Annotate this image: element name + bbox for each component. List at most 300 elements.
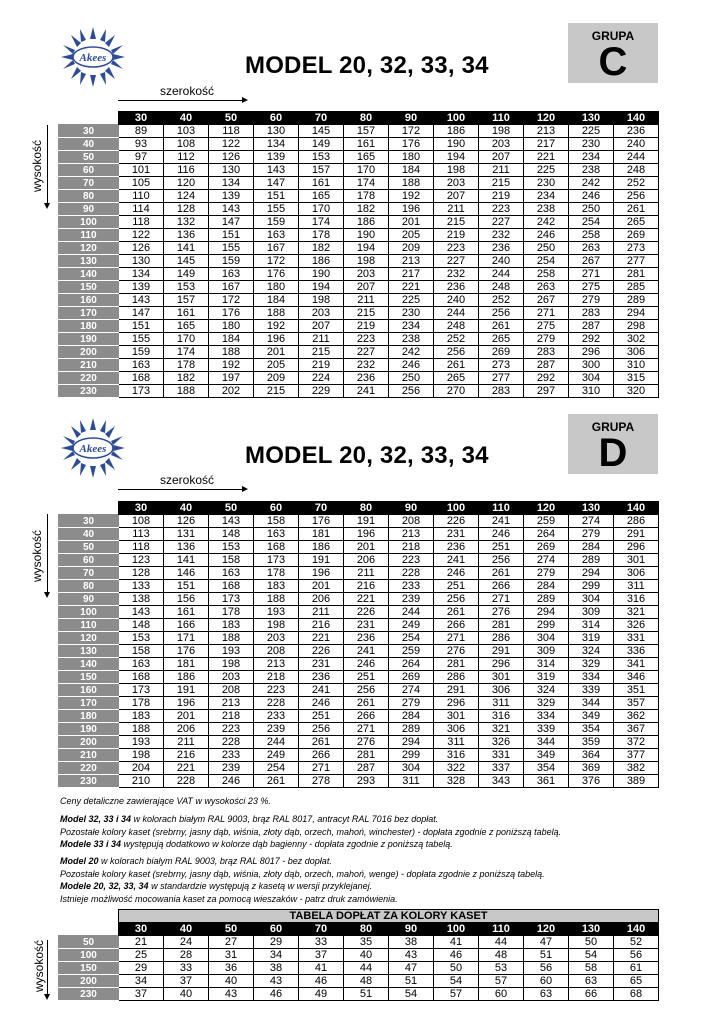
price-cell: 359 <box>569 736 614 749</box>
table-row <box>59 294 659 307</box>
price-cell: 194 <box>434 151 479 164</box>
table-row <box>59 151 659 164</box>
price-cell: 343 <box>479 775 524 788</box>
price-cell: 25 <box>119 949 164 962</box>
price-cell: 241 <box>299 684 344 697</box>
price-cell: 29 <box>119 962 164 975</box>
price-cell: 218 <box>389 541 434 554</box>
note-text: w kolorach białym RAL 9003, brąz RAL 8017, antracyt RAL 7016 bez dopłat. <box>131 814 439 824</box>
price-cell: 57 <box>479 975 524 988</box>
table-row <box>59 307 659 320</box>
price-cell: 54 <box>434 975 479 988</box>
price-cell: 250 <box>569 203 614 216</box>
price-cell: 261 <box>479 567 524 580</box>
price-cell: 266 <box>434 619 479 632</box>
price-cell: 122 <box>209 138 254 151</box>
price-cell: 231 <box>344 619 389 632</box>
price-table-c <box>58 111 659 398</box>
price-cell: 176 <box>299 515 344 528</box>
height-header: 60 <box>59 554 119 567</box>
height-header: 140 <box>59 658 119 671</box>
price-cell: 271 <box>344 723 389 736</box>
price-cell: 211 <box>299 333 344 346</box>
price-cell: 236 <box>344 372 389 385</box>
price-cell: 161 <box>344 138 389 151</box>
width-header: 100 <box>434 923 479 936</box>
price-cell: 291 <box>434 684 479 697</box>
price-cell: 141 <box>164 242 209 255</box>
price-cell: 283 <box>479 385 524 398</box>
price-cell: 324 <box>524 684 569 697</box>
table-row <box>59 385 659 398</box>
height-header: 230 <box>59 988 119 1001</box>
price-cell: 122 <box>119 229 164 242</box>
price-cell: 63 <box>569 975 614 988</box>
height-header: 200 <box>59 736 119 749</box>
price-cell: 326 <box>614 619 659 632</box>
height-header: 70 <box>59 567 119 580</box>
price-cell: 145 <box>299 125 344 138</box>
price-cell: 269 <box>524 541 569 554</box>
price-cell: 196 <box>389 203 434 216</box>
price-cell: 276 <box>344 736 389 749</box>
price-cell: 176 <box>389 138 434 151</box>
width-header: 130 <box>569 923 614 936</box>
height-label: wysokość <box>30 529 44 582</box>
price-cell: 223 <box>434 242 479 255</box>
price-cell: 178 <box>164 359 209 372</box>
price-cell: 44 <box>344 962 389 975</box>
price-cell: 139 <box>209 190 254 203</box>
price-cell: 287 <box>524 359 569 372</box>
price-cell: 218 <box>254 671 299 684</box>
price-cell: 196 <box>344 528 389 541</box>
price-cell: 261 <box>434 359 479 372</box>
price-cell: 264 <box>389 658 434 671</box>
price-cell: 50 <box>434 962 479 975</box>
height-header: 200 <box>59 975 119 988</box>
price-cell: 236 <box>299 671 344 684</box>
price-cell: 165 <box>164 320 209 333</box>
height-header: 100 <box>59 216 119 229</box>
height-header: 230 <box>59 775 119 788</box>
price-cell: 283 <box>524 346 569 359</box>
notes-vat <box>60 795 271 808</box>
height-header: 150 <box>59 671 119 684</box>
price-cell: 364 <box>569 749 614 762</box>
table-row <box>59 567 659 580</box>
width-header: 80 <box>344 923 389 936</box>
price-cell: 281 <box>434 658 479 671</box>
price-cell: 148 <box>209 528 254 541</box>
price-cell: 246 <box>344 658 389 671</box>
price-cell: 54 <box>569 949 614 962</box>
table-row <box>59 164 659 177</box>
price-cell: 43 <box>254 975 299 988</box>
price-cell: 362 <box>614 710 659 723</box>
price-cell: 120 <box>164 177 209 190</box>
price-cell: 174 <box>344 177 389 190</box>
price-cell: 206 <box>164 723 209 736</box>
table-corner <box>59 112 119 125</box>
price-cell: 306 <box>479 684 524 697</box>
price-cell: 170 <box>299 203 344 216</box>
price-cell: 159 <box>119 346 164 359</box>
price-cell: 320 <box>614 385 659 398</box>
price-cell: 299 <box>569 580 614 593</box>
price-cell: 159 <box>209 255 254 268</box>
price-cell: 168 <box>119 372 164 385</box>
price-cell: 186 <box>299 255 344 268</box>
price-cell: 116 <box>164 164 209 177</box>
price-cell: 224 <box>299 372 344 385</box>
price-cell: 188 <box>209 632 254 645</box>
price-cell: 261 <box>614 203 659 216</box>
price-cell: 238 <box>524 203 569 216</box>
price-cell: 198 <box>209 658 254 671</box>
price-cell: 205 <box>389 229 434 242</box>
price-cell: 188 <box>209 346 254 359</box>
price-cell: 228 <box>209 736 254 749</box>
price-cell: 165 <box>344 151 389 164</box>
price-cell: 58 <box>569 962 614 975</box>
price-cell: 153 <box>164 281 209 294</box>
price-cell: 286 <box>434 671 479 684</box>
price-cell: 178 <box>119 697 164 710</box>
height-header: 30 <box>59 125 119 138</box>
table-row <box>59 697 659 710</box>
height-header: 50 <box>59 541 119 554</box>
price-cell: 219 <box>434 229 479 242</box>
width-header: 40 <box>164 923 209 936</box>
width-header: 80 <box>344 502 389 515</box>
price-cell: 225 <box>524 164 569 177</box>
table-row <box>59 359 659 372</box>
table-row <box>59 528 659 541</box>
note-text: występują dodatkowo w kolorze dąb bagienny - dopłata zgodnie z poniższą tabelą. <box>121 839 453 849</box>
table-row <box>59 190 659 203</box>
price-cell: 46 <box>299 975 344 988</box>
price-cell: 118 <box>209 125 254 138</box>
price-cell: 296 <box>614 541 659 554</box>
model-title-c: MODEL 20, 32, 33, 34 <box>245 52 489 79</box>
grupa-label: GRUPA <box>591 420 635 434</box>
price-cell: 174 <box>299 216 344 229</box>
price-cell: 163 <box>119 658 164 671</box>
price-cell: 207 <box>299 320 344 333</box>
price-cell: 227 <box>344 346 389 359</box>
table-row <box>59 333 659 346</box>
price-cell: 128 <box>119 567 164 580</box>
price-cell: 298 <box>614 320 659 333</box>
price-cell: 251 <box>299 710 344 723</box>
price-cell: 40 <box>164 988 209 1001</box>
price-cell: 292 <box>524 372 569 385</box>
height-arrow-icon <box>47 125 48 207</box>
height-header: 90 <box>59 593 119 606</box>
price-cell: 241 <box>434 554 479 567</box>
price-cell: 311 <box>479 697 524 710</box>
price-cell: 389 <box>614 775 659 788</box>
price-cell: 236 <box>479 242 524 255</box>
height-header: 160 <box>59 684 119 697</box>
price-cell: 178 <box>299 229 344 242</box>
price-cell: 256 <box>434 593 479 606</box>
price-cell: 265 <box>434 372 479 385</box>
table-row <box>59 988 659 1001</box>
price-cell: 321 <box>479 723 524 736</box>
height-header: 80 <box>59 580 119 593</box>
price-cell: 153 <box>119 632 164 645</box>
price-cell: 239 <box>209 762 254 775</box>
price-cell: 60 <box>524 975 569 988</box>
height-header: 200 <box>59 346 119 359</box>
price-cell: 157 <box>164 294 209 307</box>
price-cell: 254 <box>389 632 434 645</box>
price-cell: 186 <box>299 541 344 554</box>
price-cell: 105 <box>119 177 164 190</box>
price-cell: 163 <box>209 567 254 580</box>
width-header: 90 <box>389 502 434 515</box>
price-cell: 248 <box>614 164 659 177</box>
height-header: 80 <box>59 190 119 203</box>
price-cell: 289 <box>524 593 569 606</box>
price-cell: 180 <box>254 281 299 294</box>
price-cell: 163 <box>209 268 254 281</box>
price-cell: 52 <box>614 936 659 949</box>
table-row <box>59 216 659 229</box>
price-cell: 256 <box>389 385 434 398</box>
price-cell: 331 <box>479 749 524 762</box>
price-cell: 337 <box>479 762 524 775</box>
price-cell: 242 <box>569 177 614 190</box>
price-cell: 43 <box>209 988 254 1001</box>
price-cell: 234 <box>524 190 569 203</box>
price-cell: 50 <box>569 936 614 949</box>
price-cell: 207 <box>434 190 479 203</box>
price-cell: 329 <box>569 658 614 671</box>
price-cell: 172 <box>389 125 434 138</box>
price-cell: 203 <box>344 268 389 281</box>
price-cell: 151 <box>254 190 299 203</box>
price-cell: 198 <box>479 125 524 138</box>
price-cell: 310 <box>569 385 614 398</box>
table-row <box>59 515 659 528</box>
table-row <box>59 268 659 281</box>
price-cell: 244 <box>614 151 659 164</box>
table-row <box>59 632 659 645</box>
price-cell: 251 <box>479 541 524 554</box>
price-cell: 261 <box>479 320 524 333</box>
table-corner <box>59 910 119 923</box>
table-row <box>59 619 659 632</box>
price-cell: 108 <box>164 138 209 151</box>
width-header: 80 <box>344 112 389 125</box>
price-cell: 134 <box>254 138 299 151</box>
price-cell: 294 <box>614 307 659 320</box>
price-cell: 186 <box>164 671 209 684</box>
price-cell: 279 <box>569 294 614 307</box>
height-header: 220 <box>59 372 119 385</box>
price-cell: 244 <box>479 268 524 281</box>
price-cell: 148 <box>119 619 164 632</box>
price-cell: 232 <box>434 268 479 281</box>
price-cell: 171 <box>164 632 209 645</box>
svg-text:Akees: Akees <box>79 443 107 455</box>
price-cell: 215 <box>344 307 389 320</box>
price-cell: 242 <box>389 346 434 359</box>
height-arrow-icon <box>47 514 48 596</box>
price-cell: 361 <box>524 775 569 788</box>
price-cell: 178 <box>344 190 389 203</box>
width-header: 120 <box>524 923 569 936</box>
price-cell: 299 <box>524 619 569 632</box>
price-cell: 296 <box>569 346 614 359</box>
price-cell: 188 <box>119 723 164 736</box>
price-cell: 46 <box>434 949 479 962</box>
price-cell: 93 <box>119 138 164 151</box>
price-cell: 149 <box>164 268 209 281</box>
price-cell: 349 <box>569 710 614 723</box>
price-cell: 216 <box>164 749 209 762</box>
price-cell: 304 <box>569 372 614 385</box>
price-cell: 256 <box>299 723 344 736</box>
price-cell: 304 <box>569 593 614 606</box>
price-cell: 228 <box>389 567 434 580</box>
price-cell: 314 <box>524 658 569 671</box>
price-cell: 211 <box>434 203 479 216</box>
price-cell: 281 <box>614 268 659 281</box>
price-cell: 163 <box>254 229 299 242</box>
price-cell: 250 <box>524 242 569 255</box>
grupa-badge-c <box>568 23 658 83</box>
price-cell: 33 <box>299 936 344 949</box>
price-cell: 232 <box>344 359 389 372</box>
price-cell: 296 <box>434 697 479 710</box>
table-row <box>59 658 659 671</box>
price-cell: 201 <box>344 541 389 554</box>
price-cell: 221 <box>299 632 344 645</box>
price-cell: 346 <box>614 671 659 684</box>
height-label: wysokość <box>32 939 46 992</box>
price-cell: 311 <box>434 736 479 749</box>
price-cell: 284 <box>524 580 569 593</box>
price-cell: 63 <box>524 988 569 1001</box>
width-header: 30 <box>119 502 164 515</box>
price-cell: 21 <box>119 936 164 949</box>
price-cell: 293 <box>344 775 389 788</box>
notes-block-2 <box>60 855 545 905</box>
price-cell: 301 <box>434 710 479 723</box>
price-cell: 259 <box>524 515 569 528</box>
price-cell: 134 <box>209 177 254 190</box>
price-cell: 48 <box>344 975 389 988</box>
width-header: 140 <box>614 502 659 515</box>
price-cell: 201 <box>389 216 434 229</box>
akees-logo <box>58 416 128 480</box>
price-cell: 279 <box>569 528 614 541</box>
price-cell: 203 <box>254 632 299 645</box>
width-header: 40 <box>164 112 209 125</box>
price-cell: 372 <box>614 736 659 749</box>
price-cell: 316 <box>479 710 524 723</box>
width-header: 110 <box>479 112 524 125</box>
table-row <box>59 723 659 736</box>
price-cell: 246 <box>524 229 569 242</box>
height-header: 50 <box>59 936 119 949</box>
price-cell: 240 <box>479 255 524 268</box>
price-cell: 258 <box>569 229 614 242</box>
price-cell: 269 <box>614 229 659 242</box>
price-cell: 40 <box>209 975 254 988</box>
price-cell: 215 <box>479 177 524 190</box>
price-cell: 233 <box>209 749 254 762</box>
price-cell: 190 <box>434 138 479 151</box>
color-surcharge-table <box>58 909 659 1001</box>
price-cell: 249 <box>389 619 434 632</box>
price-cell: 53 <box>479 962 524 975</box>
price-cell: 141 <box>164 554 209 567</box>
price-cell: 139 <box>254 151 299 164</box>
price-cell: 309 <box>569 606 614 619</box>
price-cell: 236 <box>434 281 479 294</box>
price-cell: 230 <box>569 138 614 151</box>
price-cell: 226 <box>434 515 479 528</box>
width-header: 100 <box>434 112 479 125</box>
price-cell: 219 <box>479 190 524 203</box>
price-cell: 51 <box>524 949 569 962</box>
price-cell: 60 <box>479 988 524 1001</box>
price-cell: 157 <box>344 125 389 138</box>
price-cell: 126 <box>119 242 164 255</box>
price-cell: 147 <box>209 216 254 229</box>
price-cell: 209 <box>254 372 299 385</box>
price-cell: 236 <box>614 125 659 138</box>
price-cell: 269 <box>389 671 434 684</box>
height-header: 110 <box>59 229 119 242</box>
price-cell: 344 <box>569 697 614 710</box>
price-cell: 287 <box>344 762 389 775</box>
price-cell: 130 <box>254 125 299 138</box>
price-cell: 306 <box>434 723 479 736</box>
price-cell: 326 <box>479 736 524 749</box>
table-row <box>59 125 659 138</box>
price-cell: 306 <box>614 567 659 580</box>
height-header: 170 <box>59 697 119 710</box>
price-cell: 194 <box>299 281 344 294</box>
table-row <box>59 762 659 775</box>
price-cell: 112 <box>164 151 209 164</box>
note-bold: Modele 20, 32, 33, 34 <box>60 881 149 891</box>
price-cell: 233 <box>254 710 299 723</box>
table-row <box>59 138 659 151</box>
price-cell: 241 <box>344 645 389 658</box>
price-cell: 203 <box>209 671 254 684</box>
price-cell: 166 <box>164 619 209 632</box>
table-row <box>59 255 659 268</box>
price-cell: 238 <box>569 164 614 177</box>
price-cell: 184 <box>254 294 299 307</box>
price-cell: 182 <box>344 203 389 216</box>
note-text: Istnieje możliwość mocowania kaset za pomocą wieszaków - patrz druk zamówienia. <box>60 893 398 904</box>
height-header: 40 <box>59 528 119 541</box>
table-row <box>59 775 659 788</box>
price-cell: 234 <box>389 320 434 333</box>
table-row <box>59 710 659 723</box>
width-header: 30 <box>119 112 164 125</box>
price-cell: 344 <box>524 736 569 749</box>
price-cell: 246 <box>434 567 479 580</box>
